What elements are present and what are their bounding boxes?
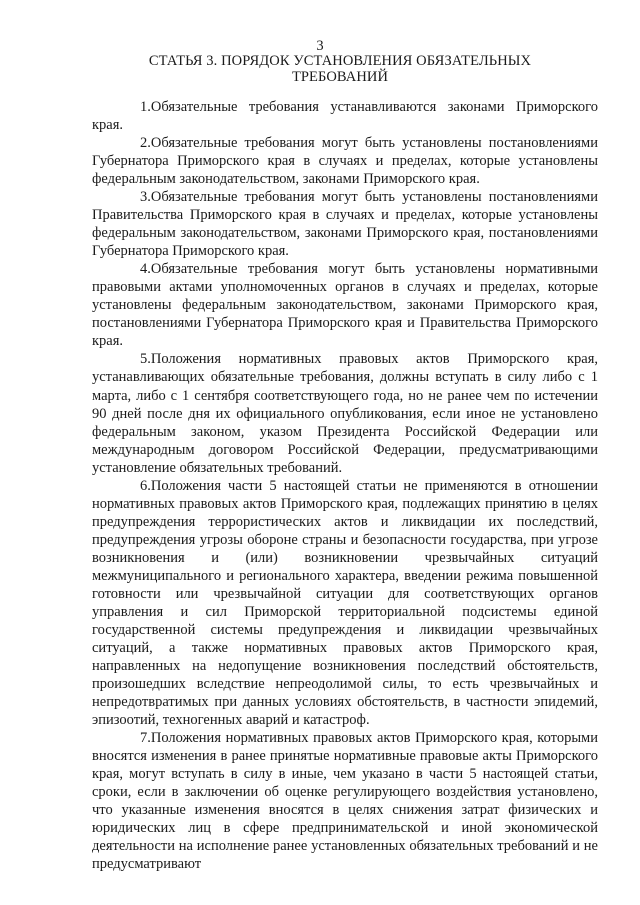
paragraph-6: 6.Положения части 5 настоящей статьи не применяются в отношении нормативных правовых актов Приморского края, подлежащих принятию в целях предупреждения террористических актов и ликвидации их последствий, предупреждения угрозы обороне страны и безопасности государства, при угрозе возникновения и (или) возникновении чрезвычайных ситуаций межмуниципального и регионального характера, введении режима повышенной готовности или чрезвычайной ситуации для соответствующих органов управления и сил Приморской территориальной подсистемы единой государственной системы предупреждения и ликвидации чрезвычайных ситуаций, а также нормативных правовых актов Приморского края, направленных на недопущение возникновения последствий обстоятельств, произошедших вследствие непреодолимой силы, то есть чрезвычайных и непредотвратимых при данных условиях обстоятельств, в частности эпидемий, эпизоотий, техногенных аварий и катастроф. bbox=[92, 477, 598, 729]
page-number: 3 bbox=[316, 38, 324, 54]
article-heading-line-1: СТАТЬЯ 3. ПОРЯДОК УСТАНОВЛЕНИЯ ОБЯЗАТЕЛЬНЫХ bbox=[148, 53, 532, 69]
article-body bbox=[92, 98, 598, 873]
paragraph-5: 5.Положения нормативных правовых актов Приморского края, устанавливающих обязательные требования, должны вступать в силу либо с 1 марта, либо с 1 сентября соответствующего года, но не ранее чем по истечении 90 дней после дня их официального опубликования, если иное не установлено федеральным законом, указом Президента Российской Федерации или международным договором Российской Федерации, предусматривающими установление обязательных требований. bbox=[92, 351, 598, 476]
article-heading bbox=[60, 53, 620, 85]
paragraph-7: 7.Положения нормативных правовых актов Приморского края, которыми вносятся изменения в ранее принятые нормативные правовые акты Приморского края, могут вступать в силу в иные, чем указано в части 5 настоящей статьи, сроки, если в заключении об оценке регулирующего воздействия установлено, что указанные изменения вносятся в целях снижения затрат физических и юридических лиц в сфере предпринимательской и иной экономической деятельности на исполнение ранее установленных обязательных требований и не предусматривают bbox=[92, 730, 598, 873]
article-heading-line-2: ТРЕБОВАНИЙ bbox=[291, 69, 389, 85]
paragraph-3: 3.Обязательные требования могут быть установлены постановлениями Правительства Приморского края в случаях и пределах, которые установлены федеральным законодательством, законами Приморского края, постановлениями Губернатора Приморского края. bbox=[92, 189, 598, 260]
paragraph-1: 1.Обязательные требования устанавливаются законами Приморского края. bbox=[92, 99, 598, 134]
paragraph-2: 2.Обязательные требования могут быть установлены постановлениями Губернатора Приморского края в случаях и пределах, которые установлены федеральным законодательством, законами Приморского края. bbox=[92, 135, 598, 188]
paragraph-4: 4.Обязательные требования могут быть установлены нормативными правовыми актами уполномоченных органов в случаях и пределах, которые установлены федеральным законодательством, законами Приморского края, постановлениями Губернатора Приморского края и Правительства Приморского края. bbox=[92, 261, 598, 350]
